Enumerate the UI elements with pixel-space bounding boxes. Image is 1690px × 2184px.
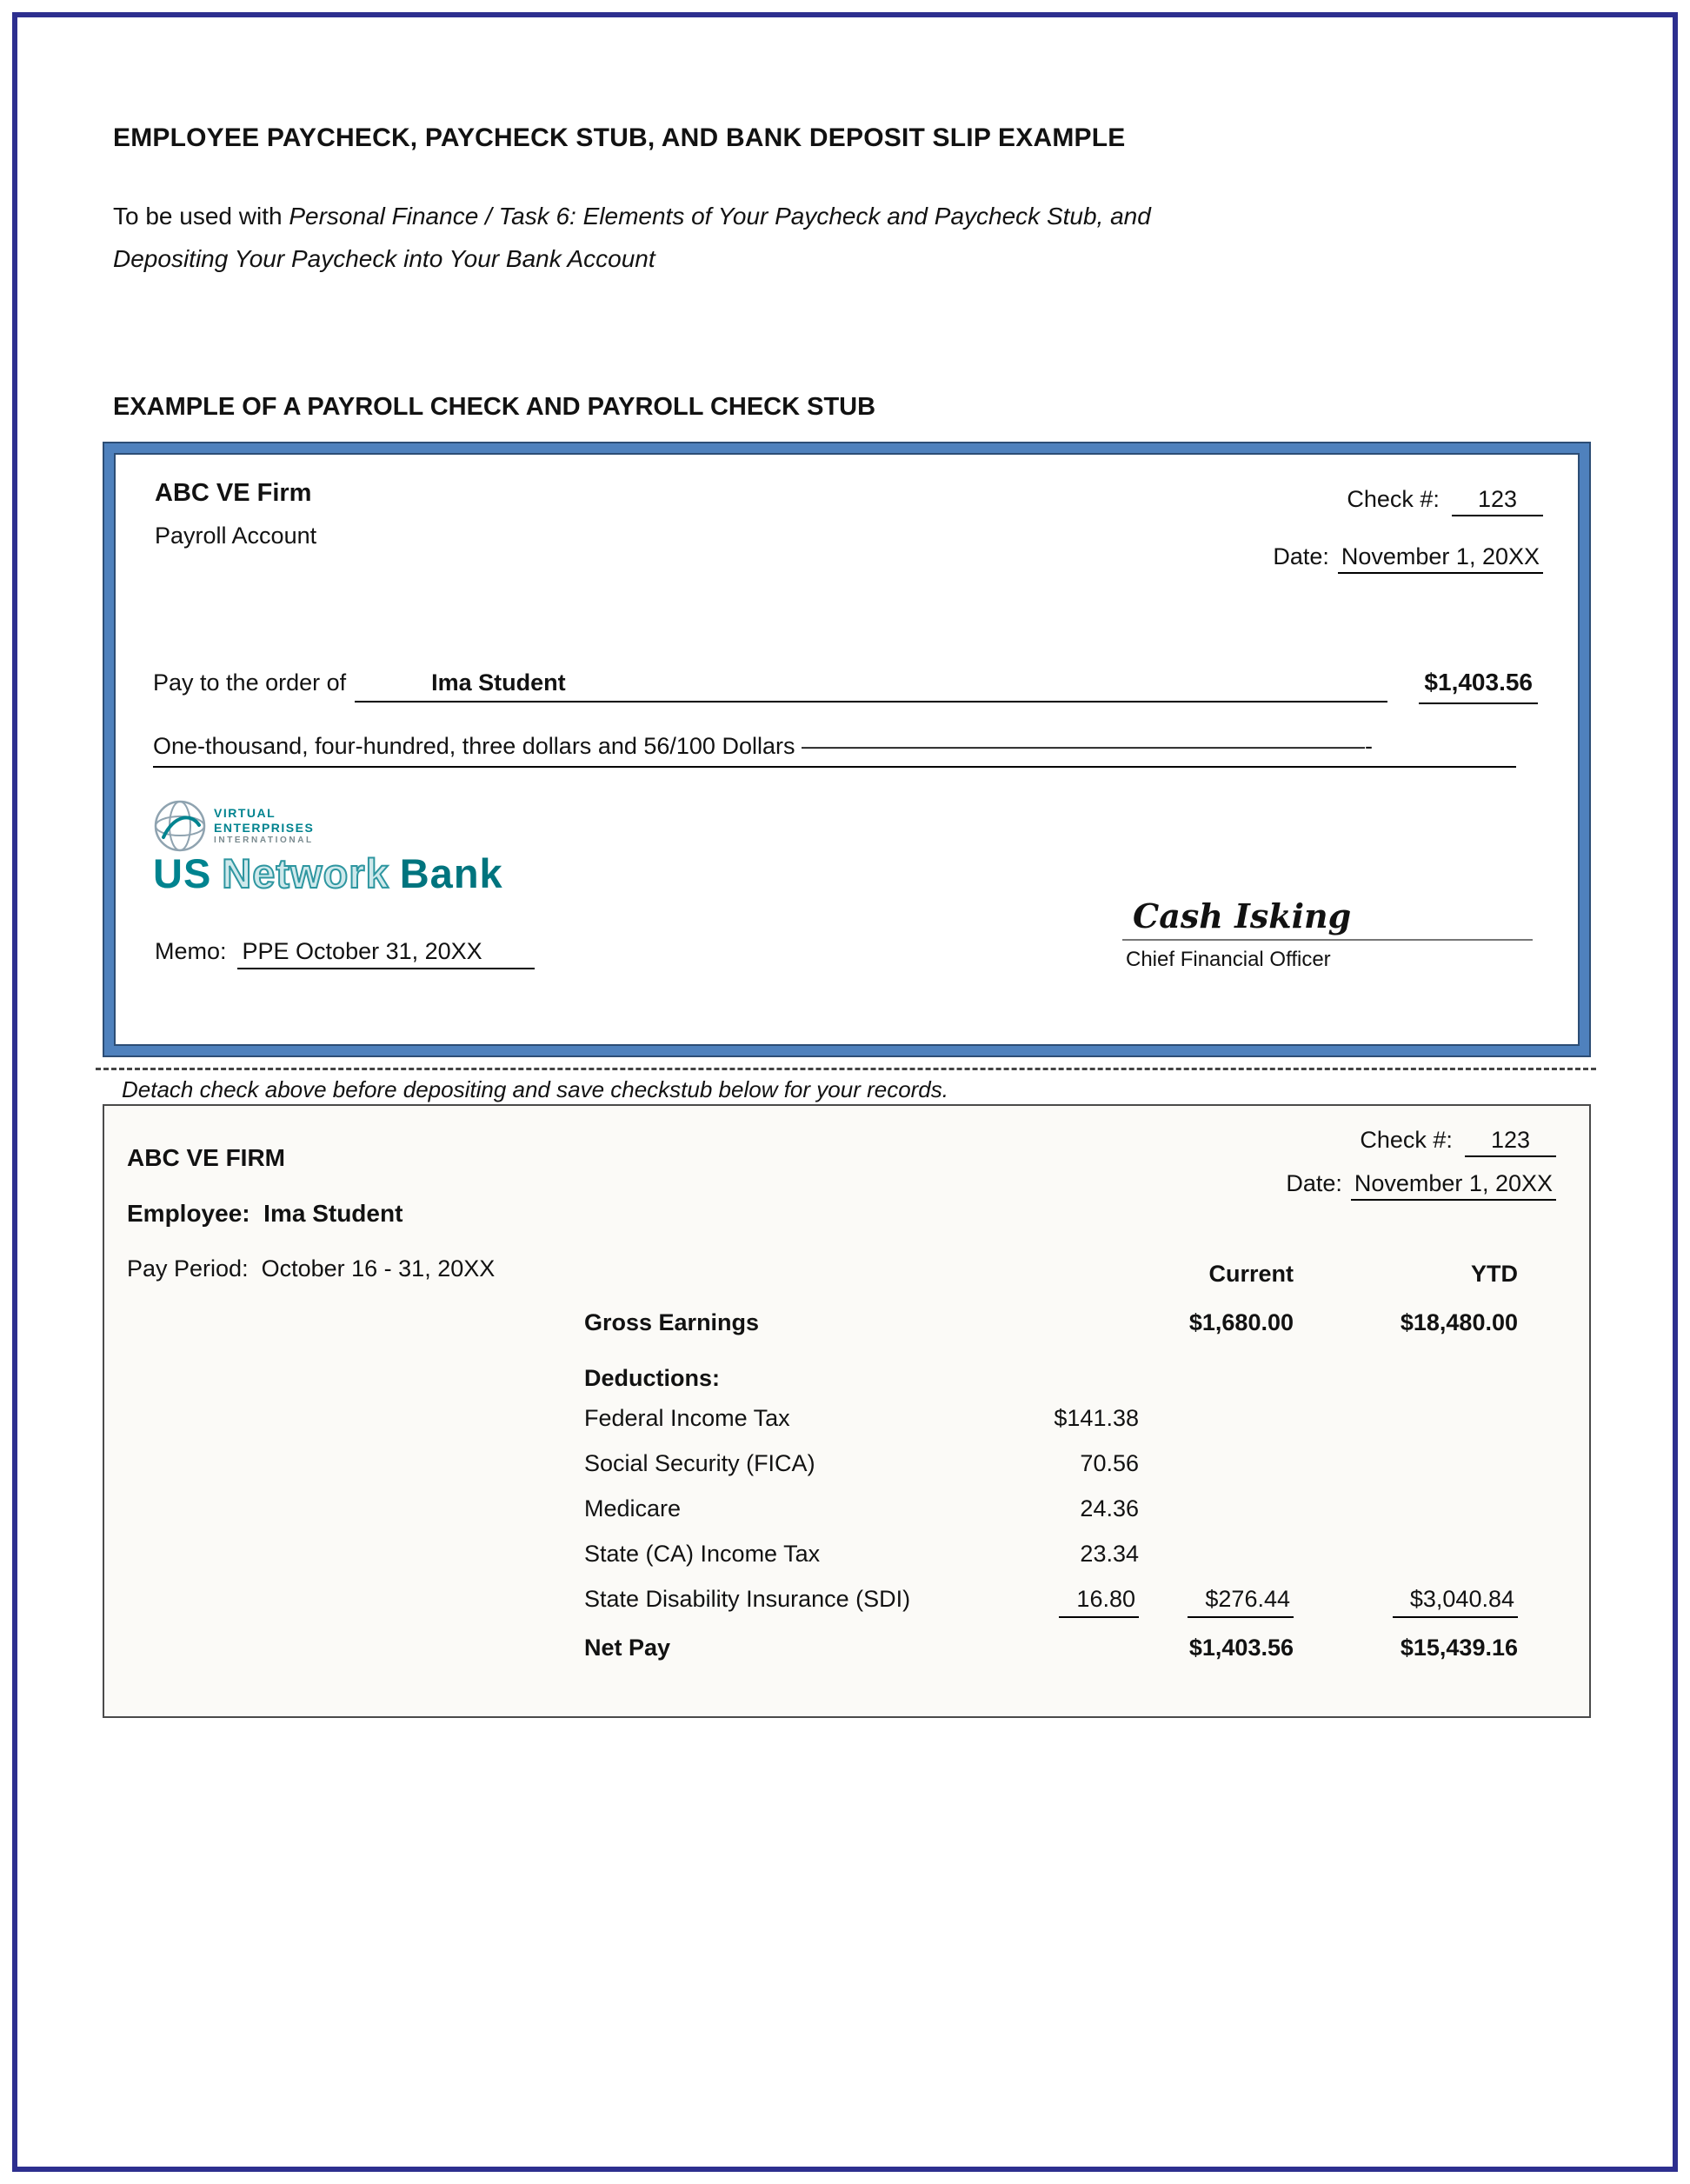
stub-date-row — [1286, 1170, 1556, 1201]
page-title: EMPLOYEE PAYCHECK, PAYCHECK STUB, AND BANK DEPOSIT SLIP EXAMPLE — [113, 123, 1126, 153]
bank-name-wordmark — [153, 849, 503, 897]
deduction-amount: 24.36 — [1080, 1495, 1139, 1521]
detach-note: Detach check above before depositing and save checkstub below for your records. — [122, 1076, 948, 1102]
ve-globe-icon — [153, 799, 207, 853]
column-header-ytd: YTD — [1471, 1261, 1518, 1287]
gross-earnings-ytd: $18,480.00 — [1400, 1309, 1518, 1335]
net-pay-row — [104, 1635, 1589, 1669]
net-pay-label: Net Pay — [584, 1635, 671, 1661]
deduction-label: State Disability Insurance (SDI) — [584, 1586, 911, 1612]
check-date-label: Date: — [1273, 543, 1329, 569]
intro-italic: Personal Finance / Task 6: Elements of Your Paycheck and Paycheck Stub, and Depositing Your Paycheck into Your Bank Account — [113, 203, 1151, 272]
gross-earnings-current: $1,680.00 — [1188, 1309, 1294, 1335]
intro-plain: To be used with — [113, 203, 283, 230]
gross-earnings-row — [104, 1309, 1589, 1344]
stub-date-label: Date: — [1286, 1170, 1342, 1196]
pay-period-value: October 16 - 31, 20XX — [261, 1255, 496, 1282]
table-row — [104, 1541, 1589, 1575]
payroll-check — [103, 442, 1591, 1057]
check-stub — [103, 1104, 1591, 1718]
logo-top-row — [153, 799, 503, 853]
deduction-label: Social Security (FICA) — [584, 1450, 815, 1476]
table-row — [104, 1405, 1589, 1440]
logo-us-text: US — [153, 850, 212, 896]
deductions-total-current-value: $276.44 — [1188, 1586, 1294, 1618]
table-row — [104, 1495, 1589, 1530]
deductions-total-ytd-value: $3,040.84 — [1393, 1586, 1518, 1618]
us-network-bank-logo — [153, 799, 503, 897]
deduction-amount-value: 16.80 — [1059, 1586, 1139, 1618]
stub-check-number-label: Check #: — [1360, 1127, 1453, 1153]
pay-to-row — [153, 669, 1538, 704]
intro-text — [113, 195, 1243, 280]
net-pay-current: $1,403.56 — [1188, 1635, 1294, 1661]
memo-row — [155, 938, 535, 969]
table-row — [104, 1450, 1589, 1485]
deduction-label: Federal Income Tax — [584, 1405, 790, 1431]
amount-in-words: One-thousand, four-hundred, three dollars and 56/100 Dollars ————————————————————————- — [153, 733, 1516, 768]
memo-label: Memo: — [155, 938, 227, 964]
section-heading: EXAMPLE OF A PAYROLL CHECK AND PAYROLL CHECK STUB — [113, 393, 876, 422]
check-date-value: November 1, 20XX — [1338, 543, 1543, 574]
check-date-row — [1273, 543, 1543, 574]
deduction-label: State (CA) Income Tax — [584, 1541, 821, 1567]
logo-virtual-text: VIRTUAL — [214, 806, 276, 821]
signature-name: Cash Isking — [1122, 896, 1533, 941]
memo-value: PPE October 31, 20XX — [237, 938, 535, 969]
check-amount: $1,403.56 — [1419, 669, 1538, 704]
employee-label: Employee: — [127, 1200, 250, 1227]
virtual-enterprises-wordmark — [214, 806, 314, 846]
payroll-check-body — [114, 453, 1580, 1046]
pay-period-label: Pay Period: — [127, 1255, 249, 1282]
check-company-name: ABC VE Firm — [155, 479, 312, 507]
logo-enterprises-text: ENTERPRISES — [214, 821, 315, 835]
logo-international-text: INTERNATIONAL — [214, 835, 314, 845]
stub-check-number-value: 123 — [1465, 1127, 1556, 1157]
logo-network-text: Network — [222, 850, 389, 896]
check-number-row — [1347, 486, 1543, 516]
payee-label: Pay to the order of — [153, 669, 347, 696]
column-header-current: Current — [1208, 1261, 1294, 1287]
deduction-amount: 70.56 — [1080, 1450, 1139, 1476]
check-account-type: Payroll Account — [155, 523, 317, 549]
net-pay-ytd: $15,439.16 — [1400, 1635, 1518, 1661]
employee-name: Ima Student — [263, 1200, 403, 1227]
signature-title: Chief Financial Officer — [1126, 948, 1331, 971]
signature-block — [1122, 896, 1533, 972]
deductions-label: Deductions: — [584, 1365, 721, 1391]
deductions-header-row — [104, 1365, 1589, 1400]
column-header-row — [104, 1261, 1589, 1295]
stub-date-value: November 1, 20XX — [1351, 1170, 1556, 1201]
deduction-amount: 23.34 — [1080, 1541, 1139, 1567]
deduction-amount: $141.38 — [1054, 1405, 1139, 1431]
logo-bank-text: Bank — [399, 850, 503, 896]
deductions-total-ytd — [1301, 1586, 1518, 1618]
stub-company-name: ABC VE FIRM — [127, 1144, 285, 1171]
stub-employee-row — [127, 1200, 403, 1228]
deductions-total-row — [104, 1586, 1589, 1621]
gross-earnings-label: Gross Earnings — [584, 1309, 760, 1335]
deduction-label: Medicare — [584, 1495, 682, 1521]
stub-check-number-row — [1360, 1127, 1556, 1157]
detach-dashed-line — [96, 1068, 1596, 1070]
payee-name: Ima Student — [355, 669, 1387, 702]
check-number-label: Check #: — [1347, 486, 1440, 512]
deductions-total-current — [1076, 1586, 1294, 1618]
check-number-value: 123 — [1452, 486, 1543, 516]
